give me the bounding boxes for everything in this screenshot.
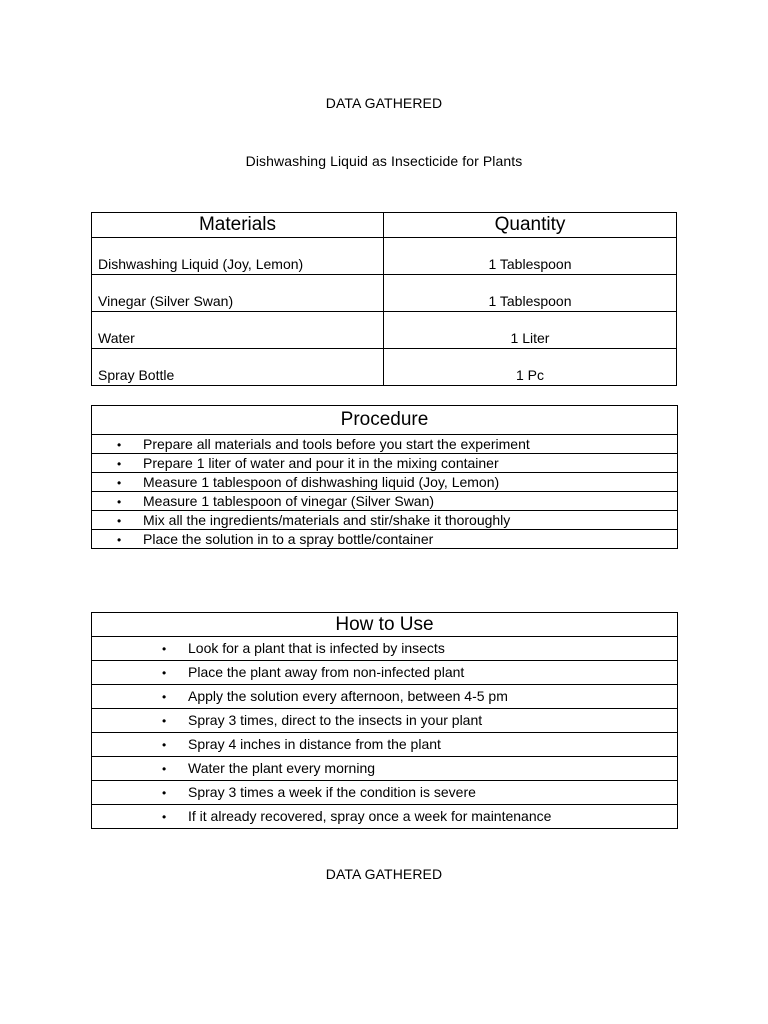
quantity-cell: 1 Tablespoon <box>384 275 677 312</box>
top-heading: DATA GATHERED <box>325 95 443 111</box>
materials-column-header: Materials <box>92 213 384 238</box>
quantity-cell: 1 Pc <box>384 349 677 386</box>
procedure-step: Measure 1 tablespoon of dishwashing liquid (Joy, Lemon) <box>143 473 500 490</box>
material-cell: Dishwashing Liquid (Joy, Lemon) <box>92 238 384 275</box>
procedure-step: Mix all the ingredients/materials and stir/shake it thoroughly <box>143 511 511 528</box>
usage-step: Spray 3 times, direct to the insects in your plant <box>188 712 483 728</box>
usage-step: If it already recovered, spray once a week for maintenance <box>188 808 552 824</box>
usage-step: Apply the solution every afternoon, between 4-5 pm <box>188 688 508 704</box>
how-to-use-header: How to Use <box>92 613 678 637</box>
procedure-step: Prepare 1 liter of water and pour it in the mixing container <box>143 454 499 471</box>
usage-step: Water the plant every morning <box>188 760 376 776</box>
bullet-icon: • <box>162 762 167 776</box>
list-item <box>92 511 678 530</box>
how-to-use-header-row <box>92 613 678 637</box>
list-item <box>92 473 678 492</box>
bullet-icon: • <box>117 475 122 490</box>
bottom-heading: DATA GATHERED <box>325 866 443 882</box>
materials-header-row <box>92 213 677 238</box>
how-to-use-table <box>91 612 678 829</box>
document-subtitle: Dishwashing Liquid as Insecticide for Plants <box>245 153 523 169</box>
list-item <box>92 733 678 757</box>
list-item <box>92 435 678 454</box>
list-item <box>92 757 678 781</box>
bullet-icon: • <box>117 513 122 528</box>
bullet-icon: • <box>117 532 122 547</box>
table-row <box>92 312 677 349</box>
list-item <box>92 530 678 549</box>
procedure-table <box>91 405 678 549</box>
bullet-icon: • <box>162 666 167 680</box>
procedure-step: Measure 1 tablespoon of vinegar (Silver Swan) <box>143 492 435 509</box>
bullet-icon: • <box>162 714 167 728</box>
procedure-step: Prepare all materials and tools before you start the experiment <box>143 435 530 452</box>
table-row <box>92 349 677 386</box>
list-item <box>92 661 678 685</box>
bullet-icon: • <box>162 786 167 800</box>
material-cell: Water <box>92 312 384 349</box>
list-item <box>92 805 678 829</box>
list-item <box>92 454 678 473</box>
material-cell: Vinegar (Silver Swan) <box>92 275 384 312</box>
table-row <box>92 275 677 312</box>
list-item <box>92 709 678 733</box>
table-row <box>92 238 677 275</box>
bullet-icon: • <box>162 738 167 752</box>
quantity-column-header: Quantity <box>384 213 677 238</box>
materials-table <box>91 212 677 386</box>
bullet-icon: • <box>162 810 167 824</box>
material-cell: Spray Bottle <box>92 349 384 386</box>
list-item <box>92 637 678 661</box>
bullet-icon: • <box>117 456 122 471</box>
bullet-icon: • <box>162 642 167 656</box>
procedure-header-row <box>92 406 678 435</box>
list-item <box>92 492 678 511</box>
list-item <box>92 781 678 805</box>
quantity-cell: 1 Tablespoon <box>384 238 677 275</box>
bullet-icon: • <box>117 437 122 452</box>
usage-step: Look for a plant that is infected by insects <box>188 640 445 656</box>
procedure-header: Procedure <box>92 406 678 435</box>
bullet-icon: • <box>162 690 167 704</box>
usage-step: Place the plant away from non-infected plant <box>188 664 465 680</box>
bullet-icon: • <box>117 494 122 509</box>
usage-step: Spray 4 inches in distance from the plant <box>188 736 441 752</box>
quantity-cell: 1 Liter <box>384 312 677 349</box>
usage-step: Spray 3 times a week if the condition is severe <box>188 784 476 800</box>
procedure-step: Place the solution in to a spray bottle/container <box>143 530 434 547</box>
list-item <box>92 685 678 709</box>
